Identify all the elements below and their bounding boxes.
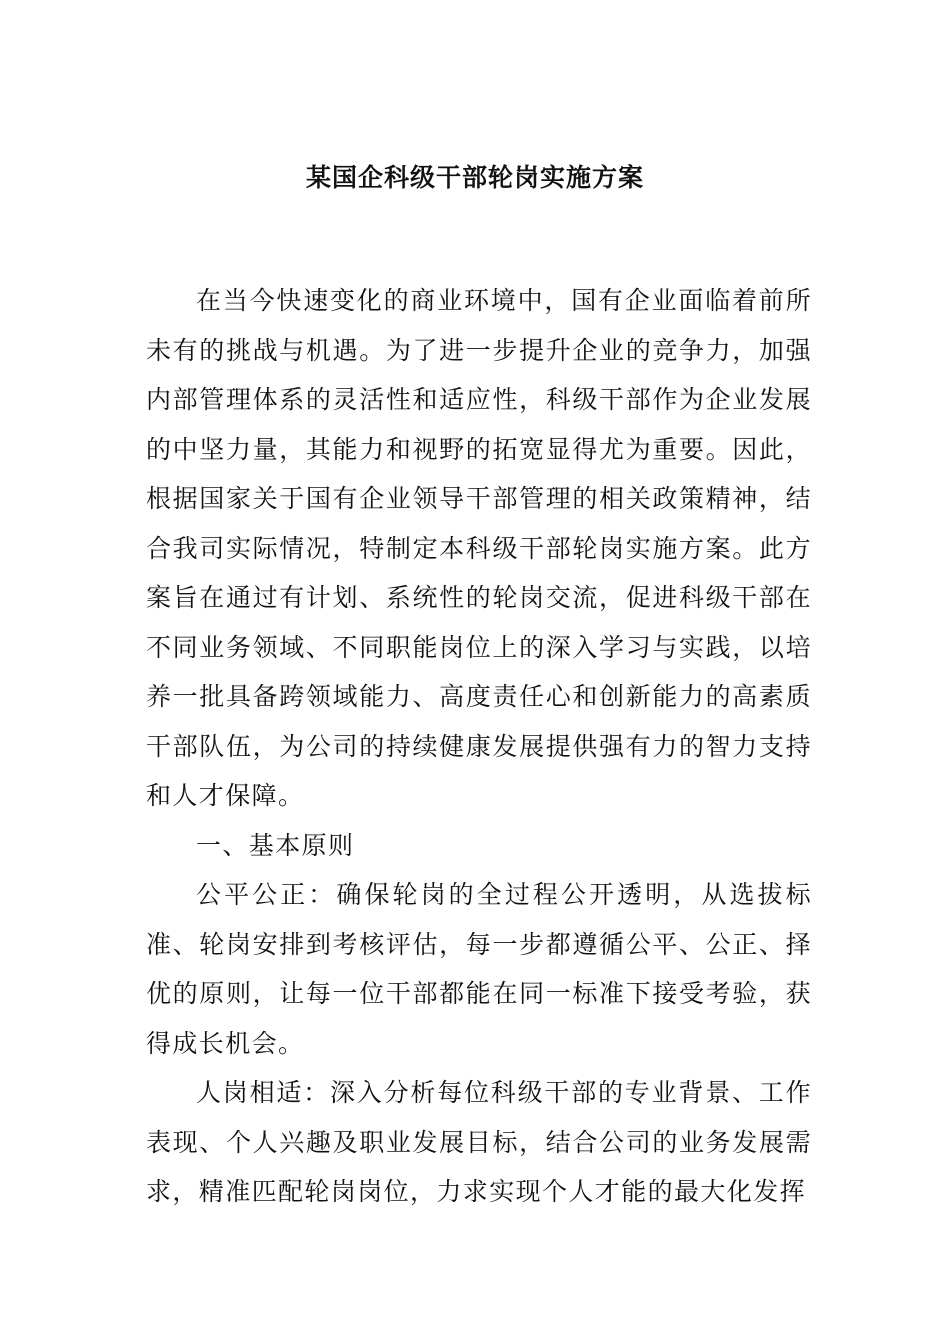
- document-title: 某国企科级干部轮岗实施方案: [305, 163, 644, 192]
- principle-fairness-paragraph: 公平公正：确保轮岗的全过程公开透明，从选拔标准、轮岗安排到考核评估，每一步都遵循公平、公正、择优的原则，让每一位干部都能在同一标准下接受考验，获得成长机会。: [146, 880, 812, 1058]
- principle-person-job-fit-paragraph: 人岗相适：深入分析每位科级干部的专业背景、工作表现、个人兴趣及职业发展目标，结合公司的业务发展需求，精准匹配轮岗岗位，力求实现个人才能的最大化发挥: [146, 1078, 812, 1206]
- document-body: [146, 276, 812, 1217]
- section-heading-basic-principles: 一、基本原则: [196, 830, 355, 860]
- intro-paragraph: 在当今快速变化的商业环境中，国有企业面临着前所未有的挑战与机遇。为了进一步提升企业的竞争力，加强内部管理体系的灵活性和适应性，科级干部作为企业发展的中坚力量，其能力和视野的拓宽显得尤为重要。因此，根据国家关于国有企业领导干部管理的相关政策精神，结合我司实际情况，特制定本科级干部轮岗实施方案。此方案旨在通过有计划、系统性的轮岗交流，促进科级干部在不同业务领域、不同职能岗位上的深入学习与实践，以培养一批具备跨领域能力、高度责任心和创新能力的高素质干部队伍，为公司的持续健康发展提供强有力的智力支持和人才保障。: [146, 286, 812, 810]
